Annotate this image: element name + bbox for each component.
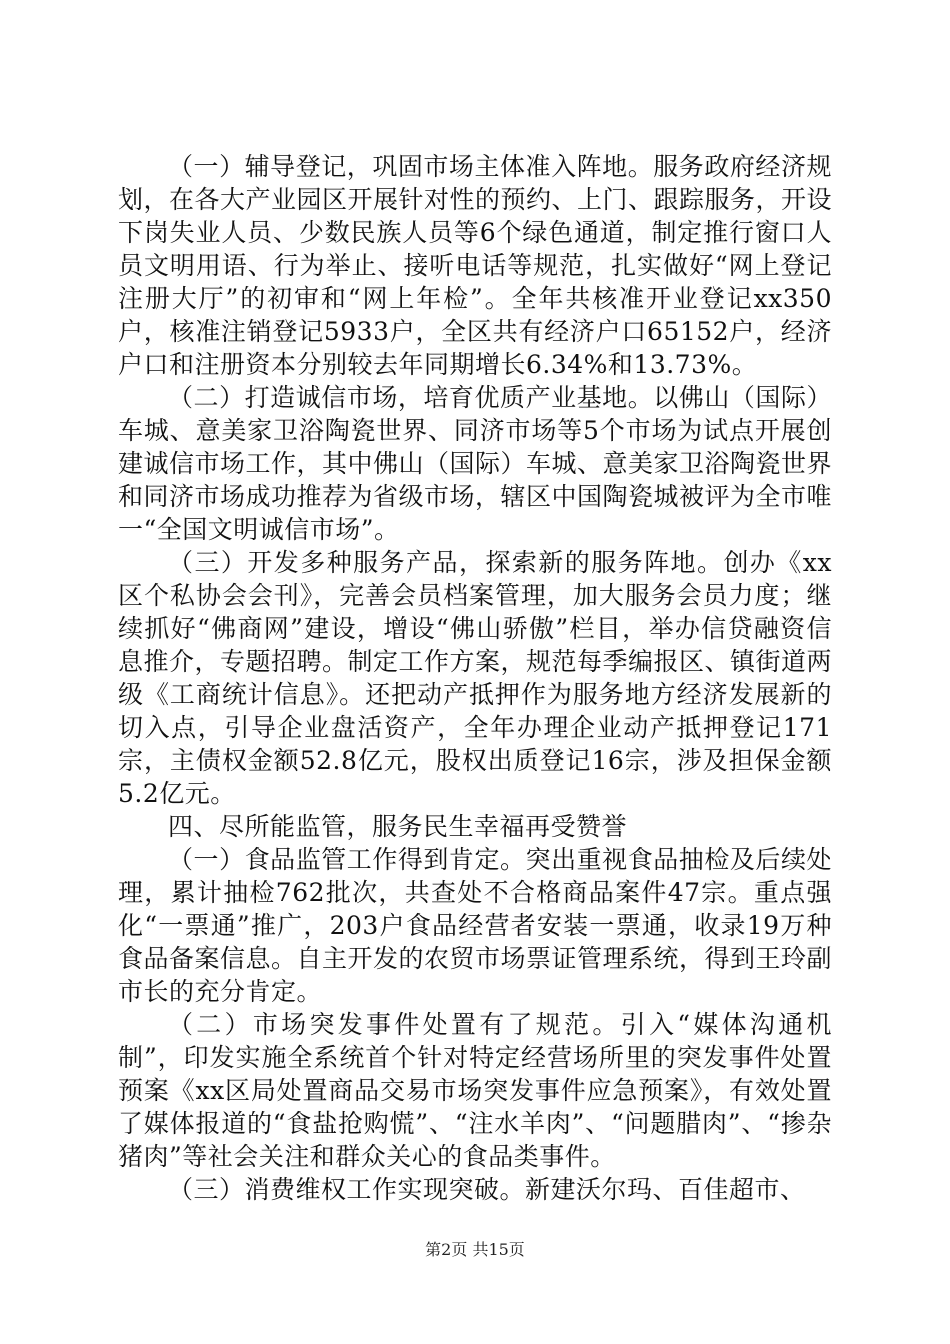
paragraph-food-supervision: （一）食品监管工作得到肯定。突出重视食品抽检及后续处理，累计抽检762批次，共查处不合格商品案件47宗。重点强化“一票通”推广，203户食品经营者安装一票通，收录19万种食品备案信息。自主开发的农贸市场票证管理系统，得到王玲副市长的充分肯定。 <box>118 845 833 1006</box>
page-footer: 第2页 共15页 <box>425 1240 525 1259</box>
paragraph-emergency-handling: （二）市场突发事件处置有了规范。引入“媒体沟通机制”，印发实施全系统首个针对特定经营场所里的突发事件处置预案《xx区局处置商品交易市场突发事件应急预案》，有效处置了媒体报道的“食盐抢购慌”、“注水羊肉”、“问题腊肉”、“掺杂猪肉”等社会关注和群众关心的食品类事件。 <box>118 1010 832 1171</box>
paragraph-consumer-rights: （三）消费维权工作实现突破。新建沃尔玛、百佳超市、 <box>168 1175 806 1204</box>
paragraph-service-products: （三）开发多种服务产品，探索新的服务阵地。创办《xx区个私协会会刊》，完善会员档案管理，加大服务会员力度；继续抓好“佛商网”建设，增设“佛山骄傲”栏目，举办信贷融资信息推介，专题招聘。制定工作方案，规范每季编报区、镇街道两级《工商统计信息》。还把动产抵押作为服务地方经济发展新的切入点，引导企业盘活资产，全年办理企业动产抵押登记171宗，主债权金额52.8亿元，股权出质登记16宗，涉及担保金额5.2亿元。 <box>118 548 833 808</box>
section-heading: 四、尽所能监管，服务民生幸福再受赞誉 <box>168 812 628 841</box>
document-body <box>118 150 832 1206</box>
paragraph-registration: （一）辅导登记，巩固市场主体准入阵地。服务政府经济规划，在各大产业园区开展针对性的预约、上门、跟踪服务，开设下岗失业人员、少数民族人员等6个绿色通道，制定推行窗口人员文明用语、行为举止、接听电话等规范，扎实做好“网上登记注册大厅”的初审和“网上年检”。全年共核准开业登记xx350户，核准注销登记5933户，全区共有经济户口65152户，经济户口和注册资本分别较去年同期增长6.34%和13.73%。 <box>118 152 833 379</box>
paragraph-integrity-market: （二）打造诚信市场，培育优质产业基地。以佛山（国际）车城、意美家卫浴陶瓷世界、同济市场等5个市场为试点开展创建诚信市场工作，其中佛山（国际）车城、意美家卫浴陶瓷世界和同济市场成功推荐为省级市场，辖区中国陶瓷城被评为全市唯一“全国文明诚信市场”。 <box>118 383 833 544</box>
